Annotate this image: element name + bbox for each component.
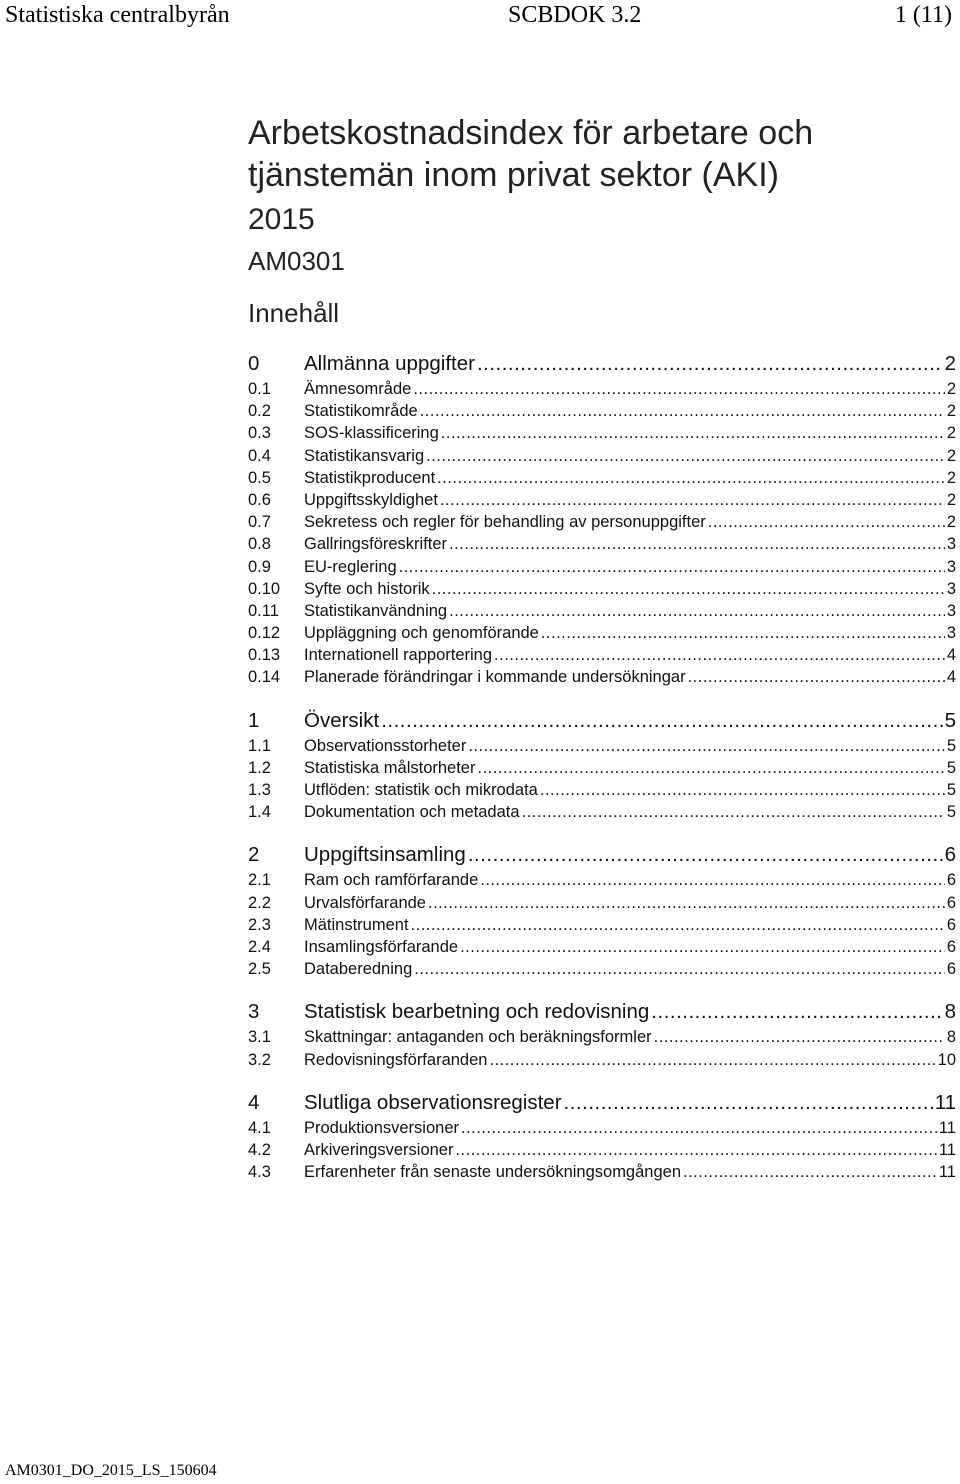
toc-dot-leader [651,998,942,1026]
toc-dot-leader [441,422,945,444]
toc-dot-leader [437,467,945,489]
toc-dot-leader [449,533,945,555]
toc-entry-label: Syfte och historik [304,579,430,598]
toc-entry-label: Mätinstrument [304,915,409,934]
toc-entry-number: 1.3 [248,781,271,799]
toc-entry-label: Dokumentation och metadata [304,803,520,822]
toc-subsection-entry[interactable] [248,644,956,666]
toc-entry-label: Planerade förändringar i kommande undersökningar [304,668,686,687]
toc-entry-page: 2 [946,490,956,509]
toc-section [248,998,956,1070]
toc-entry-number: 0.5 [248,468,271,487]
toc-subsection-entry[interactable] [248,511,956,533]
toc-dot-leader [564,1089,933,1117]
toc-entry-number: 2 [248,843,260,867]
header-organization: Statistiska centralbyrån [5,2,230,28]
page-header [0,0,960,40]
toc-entry-label: Statistiska målstorheter [304,758,476,777]
toc-entry-number: 0.3 [248,424,271,443]
toc-entry-page: 2 [946,468,956,487]
toc-entry-number: 0.10 [248,579,281,598]
toc-entry-page: 4 [946,668,956,687]
toc-dot-leader [541,622,945,644]
document-title-line-1: Arbetskostnadsindex för arbetare och [248,114,814,152]
toc-dot-leader [522,801,945,823]
toc-subsection-entry[interactable] [248,1026,956,1048]
toc-entry-label: Gallringsföreskrifter [304,535,448,554]
toc-entry-page: 2 [946,402,956,421]
page-footer: AM0301_DO_2015_LS_150604 [5,1462,217,1479]
toc-subsection-entry[interactable] [248,666,956,688]
toc-entry-page: 5 [946,758,956,777]
toc-entry-page: 6 [946,937,956,956]
toc-entry-page: 5 [946,803,956,822]
toc-subsection-entry[interactable] [248,735,956,757]
toc-entry-number: 4 [248,1090,260,1114]
toc-entry-page: 3 [946,624,956,643]
toc-subsection-entry[interactable] [248,869,956,891]
header-document-id: SCBDOK 3.2 [508,2,642,28]
toc-entry-label: Produktionsversioner [304,1118,459,1137]
document-title-line-2: tjänstemän inom privat sektor (AKI) [248,156,779,194]
toc-dot-leader [440,489,945,511]
toc-entry-page: 5 [946,736,956,755]
toc-entry-label: Statistikområde [304,402,418,421]
toc-entry-page: 2 [944,352,956,375]
document-year: 2015 [248,203,315,236]
header-page-number: 1 (11) [894,2,952,28]
toc-entry-page: 8 [946,1028,956,1047]
toc-entry-label: Statistikproducent [304,468,436,487]
toc-entry-page: 10 [937,1050,956,1069]
toc-section-entry[interactable] [248,998,956,1026]
toc-entry-page: 3 [946,601,956,620]
toc-subsection-entry[interactable] [248,1139,956,1161]
toc-entry-number: 0.11 [248,601,279,620]
toc-dot-leader [477,350,943,378]
toc-dot-leader [411,914,945,936]
toc-entry-number: 0.6 [248,490,271,509]
toc-dot-leader [540,779,945,801]
toc-entry-page: 11 [934,1090,956,1114]
toc-subsection-entry[interactable] [248,936,956,958]
toc-subsection-entry[interactable] [248,378,956,400]
toc-entry-page: 8 [944,1000,956,1024]
toc-entry-label: Sekretess och regler för behandling av personuppgifter [304,513,706,532]
toc-entry-number: 2.3 [248,915,271,934]
toc-entry-number: 2.1 [248,871,271,890]
toc-dot-leader [489,1049,935,1071]
toc-entry-page: 4 [946,646,956,665]
toc-entry-label: Statistisk bearbetning och redovisning [304,1000,650,1024]
toc-entry-number: 2.5 [248,960,271,979]
toc-subsection-entry[interactable] [248,1161,956,1183]
toc-section-entry[interactable] [248,707,956,735]
toc-entry-label: Utflöden: statistik och mikrodata [304,781,538,799]
toc-heading: Innehåll [248,298,340,328]
toc-entry-label: Statistikansvarig [304,446,425,465]
toc-entry-label: EU-reglering [304,557,397,576]
toc-dot-leader [420,400,945,422]
toc-dot-leader [654,1026,945,1048]
toc-entry-label: Uppgiftsinsamling [304,843,466,867]
toc-subsection-entry[interactable] [248,533,956,555]
toc-dot-leader [432,578,945,600]
toc-entry-label: Arkiveringsversioner [304,1140,454,1159]
toc-entry-number: 0.8 [248,535,271,554]
toc-dot-leader [494,644,945,666]
document-code: AM0301 [248,246,345,276]
toc-subsection-entry[interactable] [248,757,956,779]
toc-subsection-entry[interactable] [248,422,956,444]
toc-dot-leader [455,1139,936,1161]
toc-entry-page: 11 [938,1118,956,1137]
toc-dot-leader [688,666,945,688]
toc-entry-label: Slutliga observationsregister [304,1090,562,1114]
toc-entry-page: 5 [944,708,956,732]
toc-section [248,707,956,824]
toc-entry-page: 11 [938,1163,956,1182]
toc-entry-number: 0.13 [248,646,281,665]
toc-entry-number: 0.9 [248,557,271,576]
toc-entry-page: 5 [946,781,956,799]
toc-section-entry[interactable] [248,841,956,869]
toc-entry-number: 4.2 [248,1140,271,1159]
toc-entry-number: 1.1 [248,736,271,755]
toc-dot-leader [414,958,945,980]
toc-entry-label: Uppgiftsskyldighet [304,490,438,509]
toc-entry-number: 4.3 [248,1163,271,1182]
toc-subsection-entry[interactable] [248,556,956,578]
toc-dot-leader [708,511,945,533]
toc-entry-label: Databeredning [304,960,413,979]
toc-section-entry[interactable] [248,1089,956,1117]
toc-entry-label: Observationsstorheter [304,736,467,755]
toc-entry-page: 3 [946,557,956,576]
toc-subsection-entry[interactable] [248,779,956,801]
toc-subsection-entry[interactable] [248,801,956,823]
toc-subsection-entry[interactable] [248,1117,956,1139]
toc-section [248,1089,956,1184]
toc-entry-number: 1 [248,708,260,732]
toc-entry-number: 0.2 [248,402,271,421]
toc-entry-page: 2 [946,424,956,443]
toc-entry-label: Allmänna uppgifter [304,352,475,375]
toc-subsection-entry[interactable] [248,400,956,422]
document-title [248,112,813,196]
toc-entry-number: 0.12 [248,624,281,643]
toc-dot-leader [461,1117,937,1139]
table-of-contents [248,350,956,1201]
toc-entry-number: 0.1 [248,380,271,398]
toc-entry-number: 3.2 [248,1050,271,1069]
toc-entry-label: Översikt [304,708,380,732]
toc-dot-leader [399,556,945,578]
toc-entry-label: Redovisningsförfaranden [304,1050,488,1069]
toc-dot-leader [477,757,944,779]
toc-subsection-entry[interactable] [248,489,956,511]
toc-subsection-entry[interactable] [248,445,956,467]
toc-entry-label: Ämnesområde [304,380,412,398]
toc-dot-leader [480,869,945,891]
toc-entry-label: Insamlingsförfarande [304,937,459,956]
toc-dot-leader [426,445,945,467]
toc-entry-page: 2 [946,513,956,532]
toc-dot-leader [413,378,945,400]
toc-subsection-entry[interactable] [248,578,956,600]
toc-entry-page: 11 [938,1140,956,1159]
toc-entry-number: 3 [248,1000,260,1024]
toc-dot-leader [460,936,945,958]
toc-entry-label: Statistikanvändning [304,601,448,620]
toc-entry-page: 6 [946,893,956,912]
toc-entry-label: Uppläggning och genomförande [304,624,539,643]
toc-entry-page: 6 [946,871,956,890]
toc-dot-leader [683,1161,937,1183]
toc-entry-page: 6 [946,960,956,979]
toc-entry-page: 2 [946,380,956,398]
toc-entry-number: 0.7 [248,513,271,532]
toc-entry-page: 3 [946,535,956,554]
toc-entry-page: 6 [944,843,956,867]
toc-entry-number: 3.1 [248,1028,271,1047]
toc-dot-leader [381,707,942,735]
toc-entry-number: 2.4 [248,937,271,956]
toc-entry-number: 4.1 [248,1118,271,1137]
toc-entry-label: Internationell rapportering [304,646,493,665]
toc-dot-leader [468,735,944,757]
toc-entry-label: Skattningar: antaganden och beräkningsformler [304,1028,652,1047]
toc-subsection-entry[interactable] [248,1049,956,1071]
toc-subsection-entry[interactable] [248,600,956,622]
toc-dot-leader [468,841,943,869]
toc-subsection-entry[interactable] [248,467,956,489]
toc-dot-leader [428,892,945,914]
toc-entry-number: 1.2 [248,758,271,777]
toc-subsection-entry[interactable] [248,892,956,914]
toc-section [248,841,956,980]
toc-subsection-entry[interactable] [248,914,956,936]
toc-entry-page: 2 [946,446,956,465]
toc-entry-label: Erfarenheter från senaste undersökningsomgången [304,1163,681,1182]
toc-entry-label: Ram och ramförfarande [304,871,479,890]
toc-entry-label: SOS-klassificering [304,424,439,443]
toc-section-entry[interactable] [248,350,956,378]
toc-entry-label: Urvalsförfarande [304,893,426,912]
toc-entry-page: 6 [946,915,956,934]
toc-entry-number: 1.4 [248,803,271,822]
toc-entry-number: 0 [248,352,260,375]
toc-section [248,350,956,689]
toc-dot-leader [449,600,945,622]
toc-subsection-entry[interactable] [248,622,956,644]
toc-subsection-entry[interactable] [248,958,956,980]
toc-entry-number: 2.2 [248,893,271,912]
toc-entry-number: 0.4 [248,446,271,465]
toc-entry-page: 3 [946,579,956,598]
toc-entry-number: 0.14 [248,668,281,687]
